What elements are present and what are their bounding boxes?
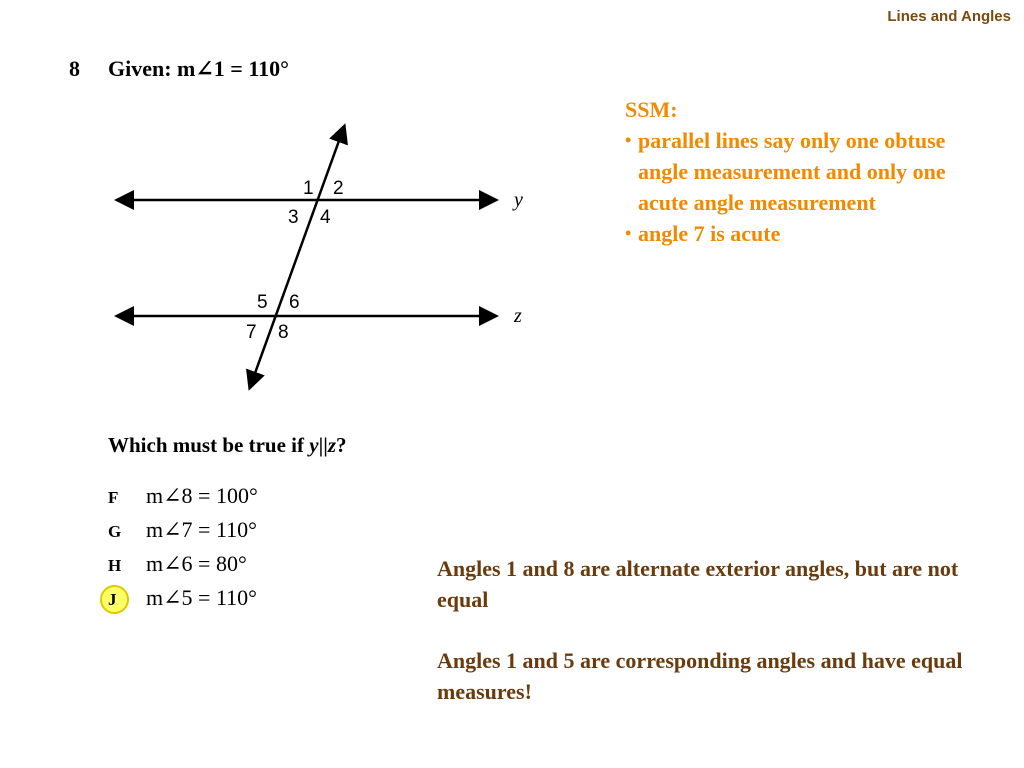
angle-label-8: 8 bbox=[278, 322, 289, 343]
choice-j[interactable] bbox=[100, 585, 360, 619]
ssm-note bbox=[625, 94, 955, 249]
choice-g[interactable] bbox=[100, 517, 360, 551]
ssm-bullet: • parallel lines say only one obtuse angle measurement and only one acute angle measurement bbox=[625, 125, 955, 218]
line-label-z: z bbox=[514, 305, 522, 327]
angle-label-4: 4 bbox=[320, 207, 331, 228]
angle-label-7: 7 bbox=[246, 322, 257, 343]
choice-letter: J bbox=[108, 590, 117, 609]
prompt-prefix: Which must be true if bbox=[108, 433, 310, 457]
choice-text: m∠6 = 80° bbox=[146, 551, 247, 576]
choice-letter: H bbox=[108, 556, 122, 575]
explanation-corresponding: Angles 1 and 5 are corresponding angles and have equal measures! bbox=[437, 648, 963, 704]
angle-label-6: 6 bbox=[289, 292, 300, 313]
question-prompt bbox=[108, 433, 347, 458]
question-number: 8 bbox=[69, 56, 80, 81]
prompt-var-y: y bbox=[309, 433, 319, 457]
angle-label-3: 3 bbox=[288, 207, 299, 228]
choice-letter: F bbox=[108, 488, 119, 507]
ssm-title: SSM: bbox=[625, 97, 678, 122]
choice-letter: G bbox=[108, 522, 122, 541]
answer-choices bbox=[100, 483, 360, 619]
question-given: Given: m∠1 = 110° bbox=[108, 56, 289, 81]
choice-f[interactable] bbox=[100, 483, 360, 517]
choice-text: m∠5 = 110° bbox=[146, 585, 257, 610]
parallel-lines-diagram bbox=[100, 115, 540, 395]
parallel-symbol: || bbox=[318, 433, 328, 457]
transversal bbox=[250, 127, 344, 387]
prompt-suffix: ? bbox=[336, 433, 347, 457]
angle-label-2: 2 bbox=[333, 178, 344, 199]
prompt-var-z: z bbox=[327, 433, 337, 457]
ssm-bullet: • angle 7 is acute bbox=[625, 218, 955, 249]
choice-text: m∠7 = 110° bbox=[146, 517, 257, 542]
angle-label-1: 1 bbox=[303, 178, 314, 199]
line-label-y: y bbox=[514, 189, 523, 211]
choice-text: m∠8 = 100° bbox=[146, 483, 258, 508]
angle-label-5: 5 bbox=[257, 292, 268, 313]
explanation-alternate-exterior: Angles 1 and 8 are alternate exterior angles, but are not equal bbox=[437, 556, 959, 612]
choice-h[interactable] bbox=[100, 551, 360, 585]
slide-title: Lines and Angles bbox=[887, 8, 1011, 25]
ssm-bullet-list bbox=[625, 125, 955, 249]
